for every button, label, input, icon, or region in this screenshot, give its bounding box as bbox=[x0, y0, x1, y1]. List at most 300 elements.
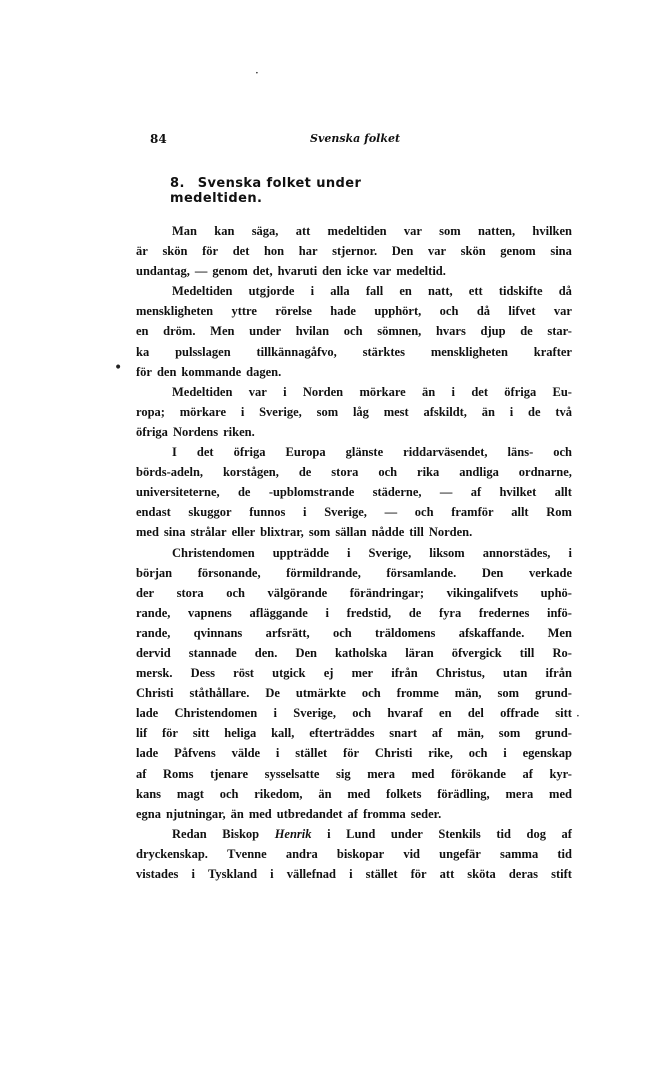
word: i bbox=[568, 545, 572, 560]
word: kyr- bbox=[549, 766, 572, 781]
word: för bbox=[202, 244, 219, 259]
word: säga, bbox=[251, 224, 279, 238]
word: heliga bbox=[224, 726, 257, 741]
word: Tyskland bbox=[207, 867, 258, 881]
word: Roms bbox=[162, 766, 194, 781]
word: vistades bbox=[136, 867, 179, 881]
word: mörkare bbox=[359, 384, 406, 399]
word: i bbox=[270, 867, 274, 881]
word: kan bbox=[214, 224, 235, 238]
word: af bbox=[561, 826, 572, 841]
word: lade bbox=[136, 706, 159, 721]
word: del bbox=[467, 706, 484, 721]
text-line bbox=[136, 362, 572, 382]
word: — bbox=[439, 485, 453, 500]
word: i bbox=[349, 867, 353, 881]
word: i bbox=[310, 284, 315, 299]
word: egenskap bbox=[522, 746, 572, 761]
word: rande, bbox=[136, 625, 171, 640]
text-line bbox=[136, 482, 572, 502]
word: det bbox=[196, 445, 214, 460]
word: arfsrätt, bbox=[265, 625, 310, 640]
word: af bbox=[522, 766, 533, 781]
word: katholska bbox=[335, 645, 388, 660]
word: utbredandet bbox=[276, 806, 343, 821]
word: och bbox=[439, 304, 459, 319]
word: hade bbox=[330, 304, 356, 319]
word: Sverige, bbox=[259, 404, 302, 419]
word: sig bbox=[336, 766, 351, 781]
word: Stenkils bbox=[438, 826, 481, 841]
word: sitt bbox=[555, 706, 572, 721]
word: deras bbox=[508, 867, 539, 881]
word: och bbox=[468, 746, 488, 761]
word: med bbox=[248, 806, 272, 821]
word: i bbox=[451, 384, 456, 399]
word: och bbox=[361, 686, 381, 701]
word: magt bbox=[176, 786, 204, 801]
word: dröm. bbox=[163, 324, 196, 339]
word: kans bbox=[136, 786, 162, 801]
word: med bbox=[347, 786, 371, 801]
word: till bbox=[409, 525, 424, 540]
word: glänste bbox=[345, 445, 384, 460]
text-line bbox=[136, 422, 572, 442]
word: Medeltiden bbox=[172, 384, 233, 399]
word: som bbox=[308, 525, 331, 540]
word: hvaraf bbox=[387, 706, 423, 721]
word: utgjorde bbox=[248, 284, 295, 299]
text-line bbox=[136, 804, 572, 824]
word: hon bbox=[263, 244, 285, 259]
word: -upblomstrande bbox=[268, 485, 355, 500]
word: strålar bbox=[190, 525, 227, 540]
word: Christi bbox=[136, 686, 174, 701]
word: Den bbox=[295, 645, 317, 660]
word: hvilket bbox=[499, 485, 537, 500]
word: Christus, bbox=[435, 666, 485, 681]
word: skön bbox=[460, 244, 486, 259]
word: början bbox=[136, 565, 173, 580]
word: sina bbox=[550, 244, 572, 259]
word: sysselsatte bbox=[264, 766, 320, 781]
word: genom bbox=[212, 264, 248, 279]
word: var bbox=[373, 264, 392, 279]
word: med bbox=[136, 525, 159, 540]
word: och bbox=[226, 585, 245, 600]
text-line bbox=[136, 603, 572, 623]
word: de bbox=[528, 404, 541, 419]
word: endast bbox=[136, 505, 171, 520]
word: i bbox=[303, 505, 307, 520]
word: riken. bbox=[223, 424, 255, 439]
word: för bbox=[343, 746, 359, 761]
word: försonande, bbox=[197, 565, 261, 580]
word: mer bbox=[351, 666, 374, 681]
word: för bbox=[410, 867, 427, 881]
word: Lund bbox=[346, 826, 376, 841]
word: afläggande bbox=[249, 605, 308, 620]
word: ka bbox=[136, 344, 150, 359]
word: och bbox=[414, 505, 434, 520]
word: folkets bbox=[386, 786, 422, 801]
word: två bbox=[555, 404, 572, 419]
word: att bbox=[439, 867, 455, 881]
page-number: 84 bbox=[150, 132, 167, 146]
word: Ro- bbox=[552, 645, 572, 660]
word: Norden bbox=[302, 384, 344, 399]
word: pulsslagen bbox=[175, 344, 231, 359]
word: en bbox=[399, 284, 412, 299]
word: var bbox=[553, 304, 572, 319]
word: riddarväsendet, bbox=[403, 445, 488, 460]
word: tillkännagåfvo, bbox=[256, 344, 337, 359]
word: i bbox=[275, 746, 280, 761]
text-line bbox=[136, 543, 572, 563]
word: ropa; bbox=[136, 404, 165, 419]
word: sömnen, bbox=[377, 324, 422, 339]
word: läran bbox=[405, 645, 434, 660]
word: mersk. bbox=[136, 666, 173, 681]
word: städerne, bbox=[372, 485, 422, 500]
word: Norden. bbox=[428, 525, 473, 540]
word: då bbox=[558, 284, 572, 299]
word: välde bbox=[231, 746, 261, 761]
word: fyra bbox=[438, 605, 462, 620]
word: natten, bbox=[477, 224, 516, 238]
word: kall, bbox=[271, 726, 295, 741]
word: grund- bbox=[535, 686, 572, 701]
word: Medeltiden bbox=[172, 284, 233, 299]
word: än bbox=[230, 806, 244, 821]
word: förädling, bbox=[437, 786, 490, 801]
word: ungefär bbox=[439, 846, 481, 861]
word: menskligheten bbox=[136, 304, 214, 319]
word: i bbox=[283, 384, 287, 399]
word: natt, bbox=[427, 284, 453, 299]
word: af bbox=[347, 806, 358, 821]
word: Eu- bbox=[552, 384, 572, 399]
word: — bbox=[194, 264, 208, 279]
word: i bbox=[509, 404, 514, 419]
word: röst bbox=[233, 666, 254, 681]
word: då bbox=[476, 304, 491, 319]
word: sitt bbox=[192, 726, 210, 741]
word: vikingalifvets bbox=[446, 585, 519, 600]
word: fromma bbox=[362, 806, 406, 821]
word: Redan bbox=[172, 826, 207, 841]
word: och bbox=[352, 706, 372, 721]
word: I bbox=[172, 445, 177, 460]
word: snart bbox=[389, 726, 418, 741]
word: Men bbox=[210, 324, 235, 339]
text-line bbox=[136, 844, 572, 864]
word: Christendomen bbox=[172, 545, 255, 560]
word: lifvet bbox=[508, 304, 536, 319]
word: Men bbox=[547, 625, 572, 640]
text-line bbox=[136, 623, 572, 643]
word: de bbox=[408, 605, 422, 620]
word: alla bbox=[330, 284, 350, 299]
word: förmildrande, bbox=[286, 565, 361, 580]
margin-mark: · bbox=[576, 709, 580, 723]
word: Nordens bbox=[172, 424, 219, 439]
text-line bbox=[136, 583, 572, 603]
word: stannade bbox=[188, 645, 237, 660]
word: mest bbox=[383, 404, 409, 419]
word: skuggor bbox=[188, 505, 232, 520]
word: kommande bbox=[181, 364, 242, 379]
word: stärktes bbox=[362, 344, 405, 359]
word: dervid bbox=[136, 645, 171, 660]
word: allt bbox=[554, 485, 572, 500]
word: det bbox=[471, 384, 488, 399]
word: Dess bbox=[190, 666, 215, 681]
word: af bbox=[136, 766, 147, 781]
word: grund- bbox=[535, 726, 572, 741]
word: ståthållare. bbox=[189, 686, 250, 701]
word: under bbox=[249, 324, 282, 339]
word: icke bbox=[346, 264, 369, 279]
word: låg bbox=[352, 404, 369, 419]
word: sina bbox=[163, 525, 186, 540]
word: i bbox=[503, 746, 507, 761]
word: män, bbox=[454, 686, 482, 701]
word: församlande. bbox=[386, 565, 457, 580]
word: i bbox=[327, 826, 331, 841]
running-title: Svenska folket bbox=[310, 132, 401, 145]
word: funnos bbox=[249, 505, 286, 520]
section-heading bbox=[170, 176, 440, 206]
word: medeltiden bbox=[327, 224, 387, 238]
word: att bbox=[295, 224, 311, 238]
word: seder. bbox=[410, 806, 442, 821]
word: lade bbox=[136, 746, 159, 761]
word: ej bbox=[323, 666, 334, 681]
word: Biskop bbox=[222, 826, 260, 841]
word: den. bbox=[254, 645, 278, 660]
text-line bbox=[136, 743, 572, 763]
word: eller bbox=[231, 525, 256, 540]
page-header bbox=[150, 132, 426, 152]
text-line bbox=[136, 402, 572, 422]
word: Christendomen bbox=[174, 706, 258, 721]
word: utgick bbox=[272, 666, 306, 681]
word: med bbox=[411, 766, 435, 781]
word: Påfvens bbox=[174, 746, 216, 761]
word: egna bbox=[136, 806, 161, 821]
word: välgörande bbox=[267, 585, 328, 600]
word: fredernes bbox=[478, 605, 530, 620]
word: den bbox=[156, 364, 177, 379]
word: njutningar, bbox=[166, 806, 226, 821]
text-line bbox=[136, 241, 572, 261]
stray-mark: · bbox=[255, 66, 259, 80]
word: som bbox=[498, 726, 521, 741]
text-line bbox=[136, 563, 572, 583]
text-line bbox=[136, 764, 572, 784]
word: i bbox=[347, 545, 351, 560]
word: Tvenne bbox=[227, 846, 267, 861]
word: samma bbox=[500, 846, 539, 861]
word: qvinnans bbox=[193, 625, 243, 640]
word: fall bbox=[365, 284, 384, 299]
word: stället bbox=[365, 867, 398, 881]
word: yttre bbox=[231, 304, 257, 319]
word: annorstädes, bbox=[482, 545, 551, 560]
word: och bbox=[219, 786, 239, 801]
word: förökande bbox=[451, 766, 506, 781]
word: det bbox=[232, 244, 250, 259]
word: det, bbox=[252, 264, 273, 279]
text-line bbox=[136, 321, 572, 341]
word: utan bbox=[503, 666, 528, 681]
word: tidskifte bbox=[498, 284, 543, 299]
word: star- bbox=[547, 324, 572, 339]
word: ordnarne, bbox=[518, 465, 572, 480]
margin-bullet: • bbox=[114, 360, 123, 376]
word: uppträdde bbox=[272, 545, 329, 560]
word: blixtrar, bbox=[260, 525, 304, 540]
word: framför bbox=[451, 505, 494, 520]
text-line bbox=[136, 723, 572, 743]
word: menskligheten bbox=[430, 344, 508, 359]
word: andliga bbox=[459, 465, 499, 480]
word: sköta bbox=[467, 867, 496, 881]
text-line bbox=[136, 281, 572, 301]
word: Den bbox=[481, 565, 504, 580]
word: skön bbox=[162, 244, 188, 259]
text-line bbox=[136, 301, 572, 321]
word: dryckenskap. bbox=[136, 846, 208, 861]
word: liksom bbox=[429, 545, 465, 560]
word: för bbox=[161, 726, 178, 741]
word: — bbox=[384, 505, 398, 520]
word: dagen. bbox=[246, 364, 282, 379]
word: Christi bbox=[374, 746, 413, 761]
word: andra bbox=[285, 846, 318, 861]
word: tjenare bbox=[210, 766, 249, 781]
word: korstågen, bbox=[222, 465, 279, 480]
word: biskopar bbox=[336, 846, 385, 861]
word: rike, bbox=[428, 746, 453, 761]
word: är bbox=[136, 244, 148, 259]
word: öfriga bbox=[233, 445, 266, 460]
text-line bbox=[136, 522, 572, 542]
text-line bbox=[136, 342, 572, 362]
word: allt bbox=[511, 505, 529, 520]
text-line bbox=[136, 382, 572, 402]
word: mera bbox=[367, 766, 395, 781]
word: krafter bbox=[533, 344, 572, 359]
word: öfriga bbox=[136, 424, 168, 439]
word: hvars bbox=[435, 324, 466, 339]
word: vällefnad bbox=[286, 867, 337, 881]
word: mera bbox=[505, 786, 534, 801]
word: rörelse bbox=[275, 304, 312, 319]
word: i bbox=[240, 404, 245, 419]
word: ifrån bbox=[391, 666, 418, 681]
text-line bbox=[136, 221, 572, 241]
text-line bbox=[136, 502, 572, 522]
word: med bbox=[549, 786, 572, 801]
word: en bbox=[136, 324, 149, 339]
text-line bbox=[136, 663, 572, 683]
word: var bbox=[248, 384, 267, 399]
text-line bbox=[136, 442, 572, 462]
word: efterträddes bbox=[309, 726, 375, 741]
section-title: Svenska folket under medeltiden. bbox=[170, 176, 362, 206]
word: hvaruti bbox=[277, 264, 318, 279]
word: uphö- bbox=[540, 585, 572, 600]
word: De bbox=[265, 686, 280, 701]
word: rika bbox=[417, 465, 440, 480]
word: af bbox=[431, 726, 443, 741]
word: genom bbox=[500, 244, 536, 259]
word: ett bbox=[468, 284, 483, 299]
word: öfriga bbox=[504, 384, 537, 399]
word: dog bbox=[526, 826, 546, 841]
word: den bbox=[322, 264, 342, 279]
word: Henrik bbox=[274, 826, 312, 841]
word: och bbox=[553, 445, 572, 460]
word: tid bbox=[557, 846, 572, 861]
word: mörkare bbox=[179, 404, 227, 419]
word: och bbox=[378, 465, 398, 480]
word: rande, bbox=[136, 605, 171, 620]
word: universiteterne, bbox=[136, 485, 220, 500]
word: öfvergick bbox=[451, 645, 502, 660]
text-line bbox=[136, 683, 572, 703]
word: offrade bbox=[500, 706, 539, 721]
word: fromme bbox=[396, 686, 439, 701]
word: som bbox=[316, 404, 339, 419]
text-line bbox=[136, 643, 572, 663]
word: läns- bbox=[507, 445, 534, 460]
word: som bbox=[439, 224, 461, 238]
word: rikedom, bbox=[254, 786, 303, 801]
word: Sverige, bbox=[324, 505, 367, 520]
word: fredstid, bbox=[346, 605, 392, 620]
word: Den bbox=[391, 244, 414, 259]
word: hvilan bbox=[295, 324, 330, 339]
word: Sverige, bbox=[368, 545, 412, 560]
word: än bbox=[422, 384, 436, 399]
word: upphört, bbox=[374, 304, 422, 319]
word: till bbox=[519, 645, 535, 660]
word: Sverige, bbox=[293, 706, 336, 721]
word: de bbox=[237, 485, 251, 500]
word: Europa bbox=[285, 445, 326, 460]
word: afskaffande. bbox=[458, 625, 525, 640]
body-text bbox=[136, 221, 572, 884]
word: som bbox=[497, 686, 520, 701]
word: i bbox=[191, 867, 195, 881]
word: har bbox=[298, 244, 318, 259]
word: träldomens bbox=[374, 625, 436, 640]
word: verkade bbox=[528, 565, 572, 580]
word: börds-adeln, bbox=[136, 465, 204, 480]
word: de bbox=[520, 324, 533, 339]
word: stjernor. bbox=[332, 244, 378, 259]
word: under bbox=[390, 826, 423, 841]
word: vapnens bbox=[188, 605, 232, 620]
word: tid bbox=[496, 826, 511, 841]
word: Man bbox=[172, 224, 197, 238]
word: och bbox=[332, 625, 352, 640]
word: vid bbox=[403, 846, 421, 861]
text-line bbox=[136, 784, 572, 804]
